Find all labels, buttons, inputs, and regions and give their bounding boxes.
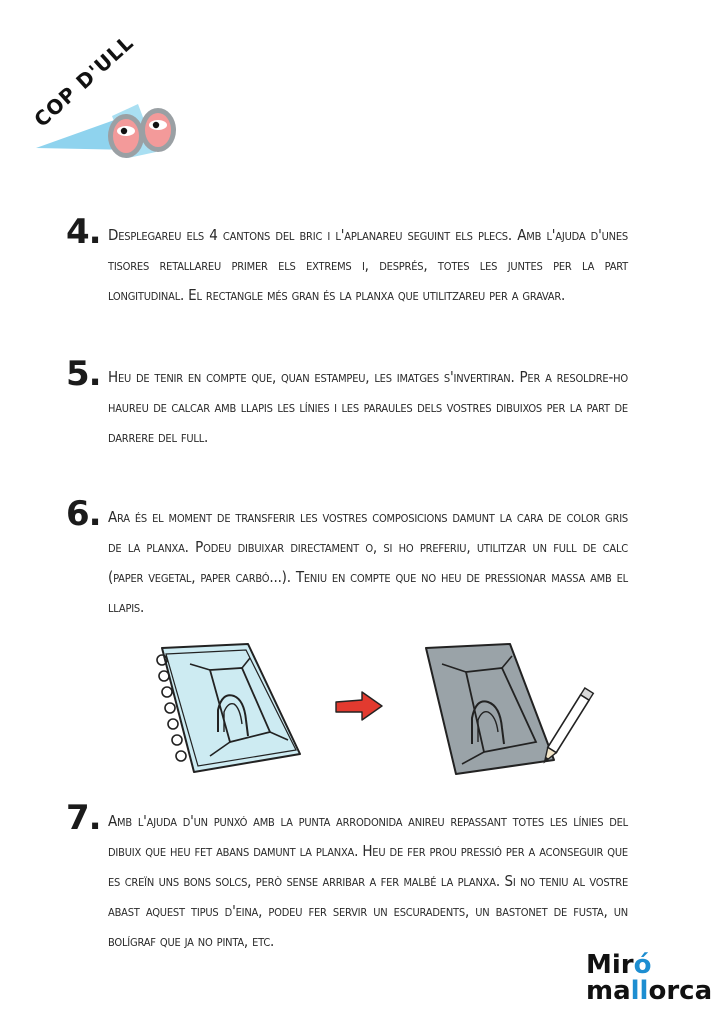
brand-line-2: mallorca [586,976,713,1006]
brand-line-1: Miró [586,950,652,980]
step-number: 5. [66,354,101,394]
step-number: 6. [66,494,101,534]
cop-dull-logo [28,30,198,170]
step-text: Amb l'ajuda d'un punxó amb la punta arrodonida anireu repassant totes les línies del dibuix que heu fet abans damunt la planxa. Heu de fer prou pressió per a aconseguir que es creïn uns bons solcs, però sense arribar a fer malbé la planxa. Si no teniu al vostre abast aquest tipus d'eina, podeu fer servir un escuradents, un bastonet de fusta, un bolígraf que ja no pinta, etc. [108,812,628,950]
plate-pencil-icon [426,644,593,774]
step-number: 4. [66,212,101,252]
step-number: 7. [66,798,101,838]
step-text: Desplegareu els 4 cantons del bric i l'aplanareu seguint els plecs. Amb l'ajuda d'unes tisores retallareu primer els extrems i, després, totes les juntes per la part longitudinal. El rectangle més gran és la planxa que utilitzareu per a gravar. [108,226,628,304]
step-text: Ara és el moment de transferir les vostres composicions damunt la cara de color gris de la planxa. Podeu dibuixar directament o, si ho preferiu, utilitzar un full de calc (paper vegetal, paper carbó...). Teniu en compte que no heu de pressionar massa amb el llapis. [108,508,628,616]
step-text: Heu de tenir en compte que, quan estampeu, les imatges s'invertiran. Per a resoldre-ho haureu de calcar amb llapis les línies i les paraules dels vostres dibuixos per la part de darrere del full. [108,368,628,446]
miro-mallorca-logo [586,950,713,1012]
logo-text: COP D'ULL [29,30,140,132]
arrow-right-icon [336,692,382,720]
transfer-illustration [150,640,610,790]
notebook-drawing-icon [157,644,300,772]
